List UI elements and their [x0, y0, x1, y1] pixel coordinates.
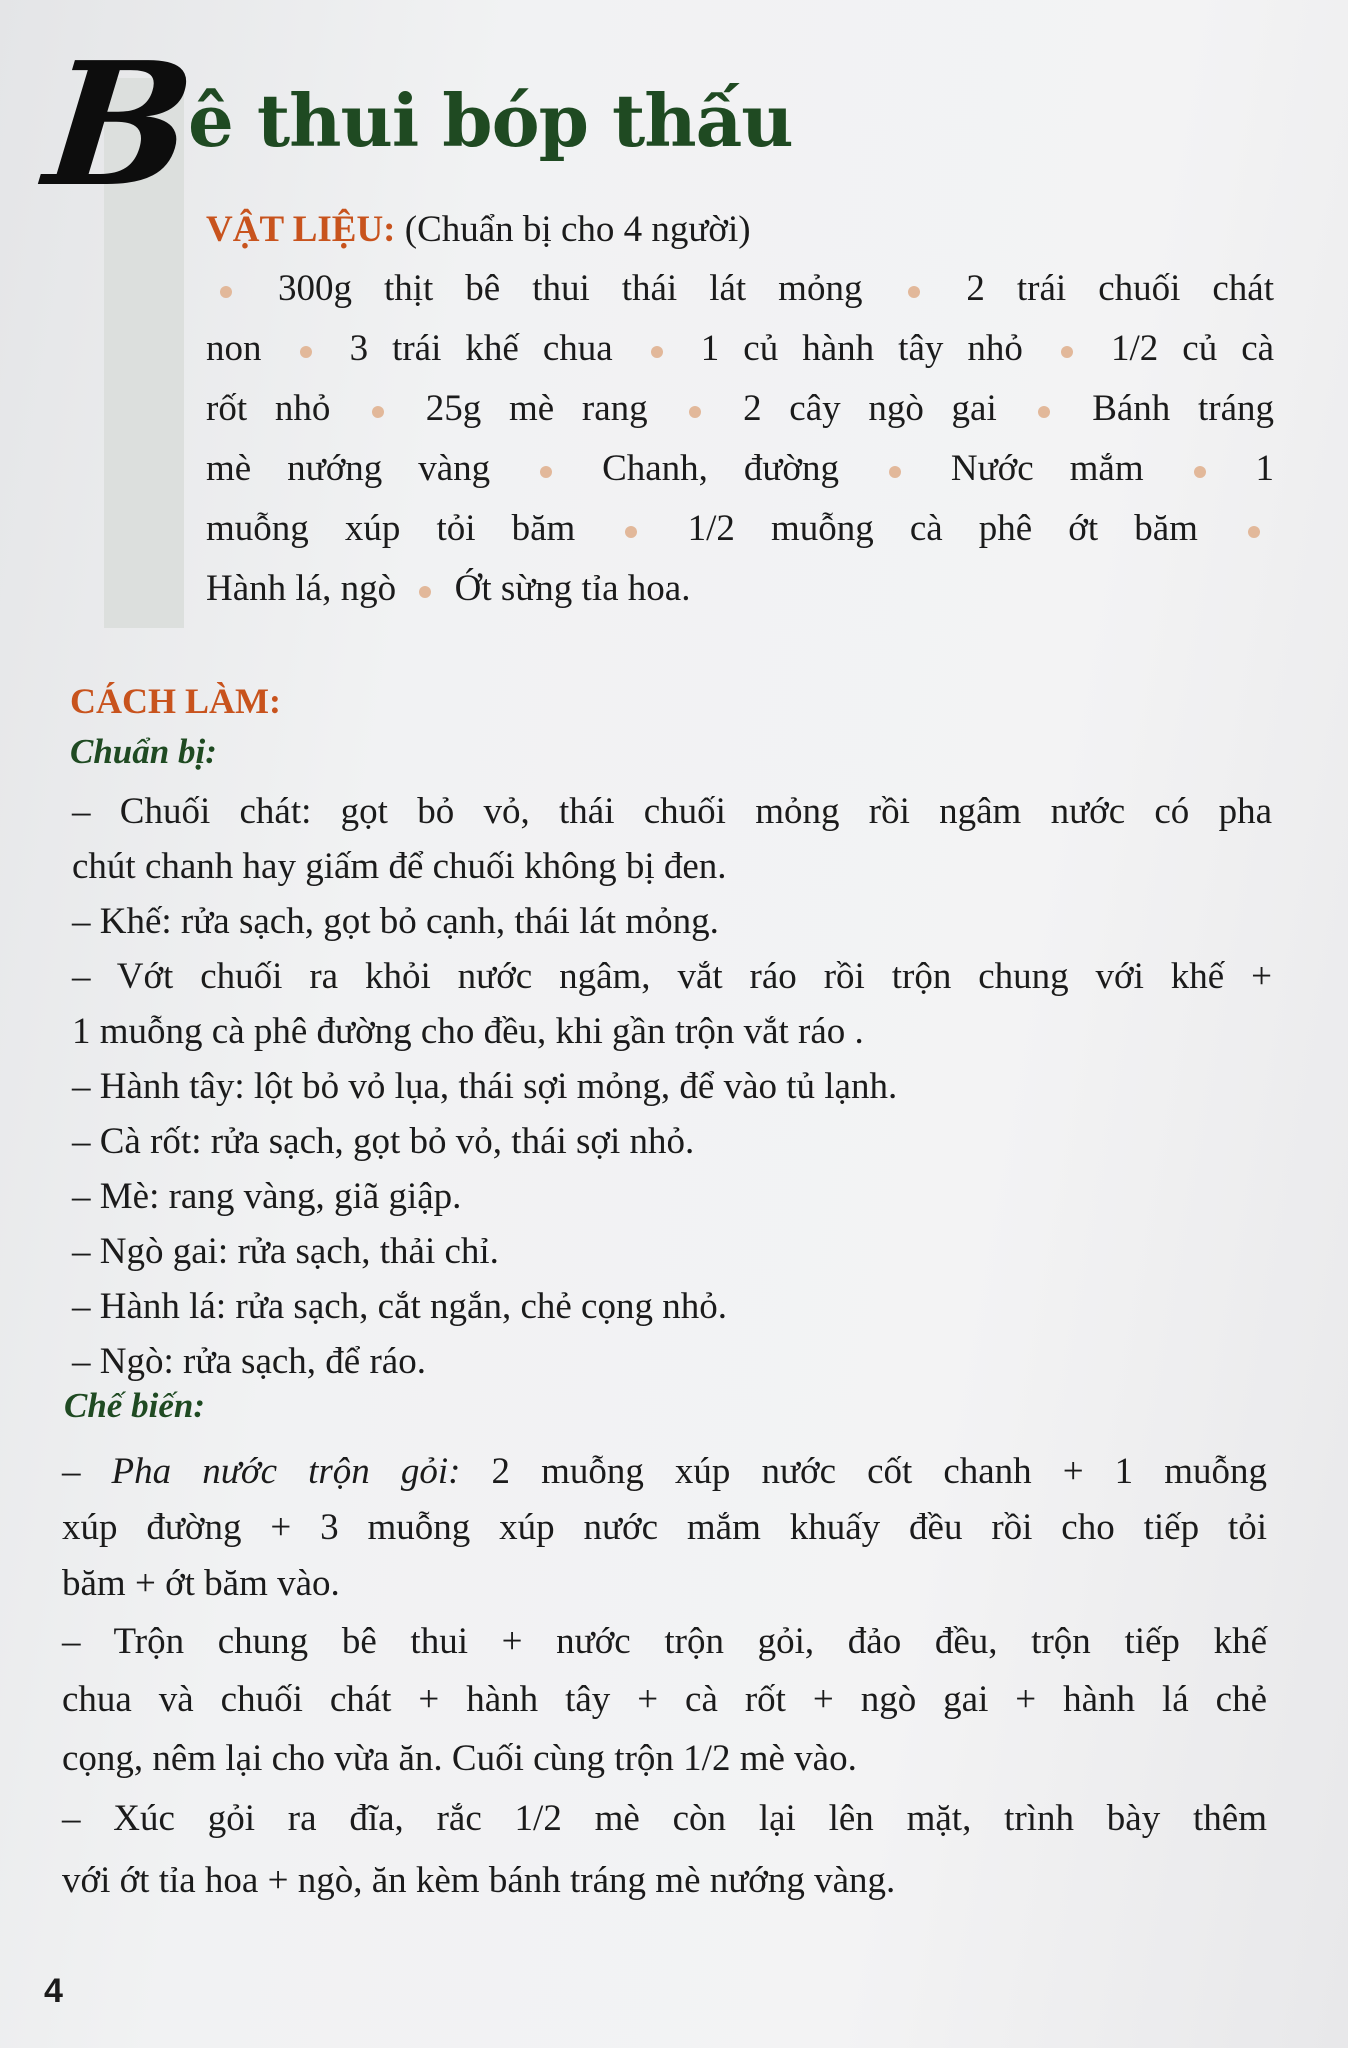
ingredient-text: Hành lá, ngò	[206, 568, 397, 609]
prep-step-line: – Ngò gai: rửa sạch, thải chỉ.	[72, 1231, 499, 1272]
prep-step-line: – Chuối chát: gọt bỏ vỏ, thái chuối mỏng rồi ngâm nước có pha	[72, 791, 1272, 832]
ingredient-text: 3 trái khế chua	[349, 328, 613, 369]
step-text: xúp đường + 3 muỗng xúp nước mắm khuấy đều rồi cho tiếp tỏi	[62, 1507, 1267, 1548]
serving-note: (Chuẩn bị cho 4 người)	[404, 209, 751, 250]
ingredient-text: Chanh, đường	[602, 448, 839, 489]
bullet-icon	[540, 466, 552, 478]
bullet-icon	[908, 286, 920, 298]
cook-step-line	[62, 1506, 1267, 1550]
ingredient-text: Bánh tráng	[1092, 388, 1275, 429]
cook-heading: Chế biến:	[64, 1386, 205, 1425]
cook-step-line	[62, 1859, 1267, 1903]
step-text: chua và chuối chát + hành tây + cà rốt + ngò gai + hành lá chẻ	[62, 1679, 1267, 1720]
bullet-icon	[689, 406, 701, 418]
prep-step-line: chút chanh hay giấm để chuối không bị đen.	[72, 846, 727, 887]
step-text: – Trộn chung bê thui + nước trộn gỏi, đảo đều, trộn tiếp khế	[62, 1621, 1267, 1662]
prep-step-line: – Khế: rửa sạch, gọt bỏ cạnh, thái lát mỏng.	[72, 901, 719, 942]
bullet-icon	[1194, 466, 1206, 478]
ingredient-text: mè nướng vàng	[206, 448, 491, 489]
ingredients-header	[206, 208, 751, 251]
bullet-icon	[220, 286, 232, 298]
bullet-icon	[1038, 406, 1050, 418]
bullet-icon	[1061, 346, 1073, 358]
ingredient-text: 1/2 củ cà	[1110, 328, 1275, 369]
bullet-icon	[889, 466, 901, 478]
ingredient-line	[206, 387, 1274, 431]
ingredient-text: 300g thịt bê thui thái lát mỏng	[277, 268, 863, 309]
bullet-icon	[300, 346, 312, 358]
ingredient-line	[206, 327, 1274, 371]
ingredient-line	[206, 447, 1274, 491]
cook-step-line	[62, 1620, 1267, 1664]
ingredient-text: 1 củ hành tây nhỏ	[700, 328, 1023, 369]
step-text: với ớt tỉa hoa + ngò, ăn kèm bánh tráng mè nướng vàng.	[62, 1860, 896, 1901]
ingredient-text: rốt nhỏ	[206, 388, 331, 429]
prep-step-line: 1 muỗng cà phê đường cho đều, khi gần trộn vắt ráo .	[72, 1011, 864, 1052]
cook-step-line	[62, 1737, 1267, 1781]
prep-step-line: – Hành tây: lột bỏ vỏ lụa, thái sợi mỏng, để vào tủ lạnh.	[72, 1066, 898, 1107]
step-text: 2 muỗng xúp nước cốt chanh + 1 muỗng	[460, 1451, 1268, 1492]
ingredient-text: 25g mè rang	[425, 388, 648, 429]
ingredient-line	[206, 567, 1274, 611]
prep-heading: Chuẩn bị:	[70, 732, 217, 771]
prep-step-line: – Hành lá: rửa sạch, cắt ngắn, chẻ cọng nhỏ.	[72, 1286, 727, 1327]
prep-step-line: – Cà rốt: rửa sạch, gọt bỏ vỏ, thái sợi nhỏ.	[72, 1121, 695, 1162]
ingredient-text: 1/2 muỗng cà phê ớt băm	[687, 508, 1198, 549]
ingredient-text: Nước mắm	[950, 448, 1144, 489]
ingredient-text: 1	[1255, 448, 1275, 489]
step-text: cọng, nêm lại cho vừa ăn. Cuối cùng trộn 1/2 mè vào.	[62, 1738, 857, 1779]
bullet-icon	[419, 586, 431, 598]
ingredient-text: 2 trái chuối chát	[966, 268, 1274, 309]
bullet-icon	[1248, 526, 1260, 538]
ingredients-label: VẬT LIỆU:	[206, 209, 396, 250]
page-number: 4	[44, 1972, 63, 2010]
cook-step-line	[62, 1797, 1267, 1841]
step-text: – Xúc gỏi ra đĩa, rắc 1/2 mè còn lại lên mặt, trình bày thêm	[62, 1798, 1267, 1839]
cook-step-line	[62, 1450, 1267, 1494]
prep-step-line: – Ngò: rửa sạch, để ráo.	[72, 1341, 426, 1382]
bullet-icon	[372, 406, 384, 418]
method-heading: CÁCH LÀM:	[70, 681, 281, 721]
page-title: ê thui bóp thấu	[188, 78, 793, 163]
cook-step-line	[62, 1678, 1267, 1722]
ingredient-text: 2 cây ngò gai	[743, 388, 997, 429]
title-initial: B	[37, 25, 203, 225]
ingredient-text: muỗng xúp tỏi băm	[206, 508, 576, 549]
ingredient-text: non	[206, 328, 262, 369]
prep-step-line: – Mè: rang vàng, giã giập.	[72, 1176, 462, 1217]
step-text: băm + ớt băm vào.	[62, 1563, 340, 1604]
prep-step-line: – Vớt chuối ra khỏi nước ngâm, vắt ráo rồi trộn chung với khế +	[72, 956, 1272, 997]
bullet-icon	[651, 346, 663, 358]
cook-step-line	[62, 1562, 1267, 1606]
ingredient-line	[206, 267, 1274, 311]
bullet-icon	[625, 526, 637, 538]
ingredient-text: Ớt sừng tỉa hoa.	[454, 568, 691, 609]
ingredient-line	[206, 507, 1274, 551]
italic-prefix: – Pha nước trộn gỏi:	[62, 1451, 461, 1492]
